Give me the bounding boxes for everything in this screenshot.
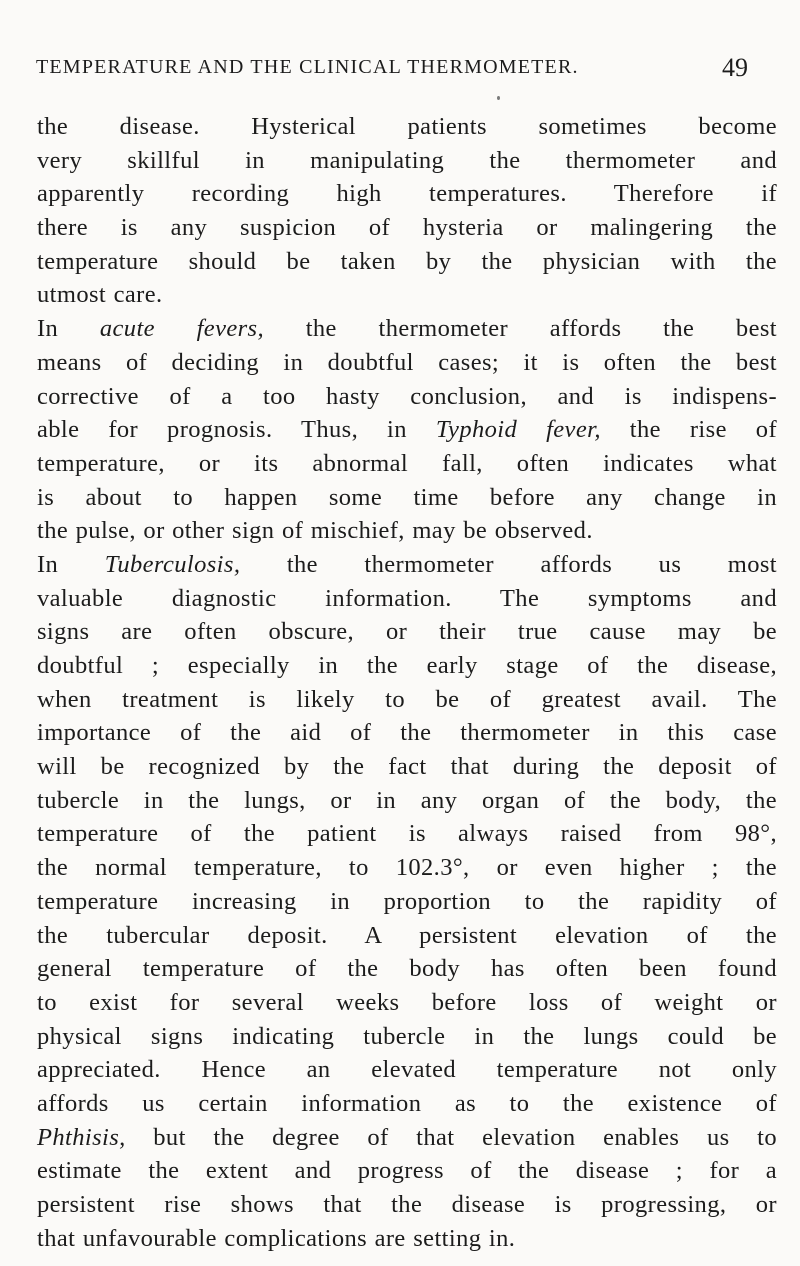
text-line: [37, 278, 777, 312]
text-line: [37, 548, 777, 582]
text-line: [37, 1053, 777, 1087]
text-line: [37, 211, 777, 245]
italic-term: Phthisis,: [37, 1123, 126, 1151]
text-line: [37, 952, 777, 986]
text-line: [37, 683, 777, 717]
body-text: [37, 110, 777, 1255]
text-run: In: [37, 550, 105, 578]
text-run: valuable diagnostic information. The symptoms and: [37, 584, 777, 612]
text-line: [37, 177, 777, 211]
text-run: will be recognized by the fact that during the deposit of: [37, 753, 777, 781]
italic-term: acute fevers,: [99, 315, 265, 343]
text-line: [37, 1087, 777, 1121]
text-run: general temperature of the body has often been found: [37, 955, 777, 983]
text-run: physical signs indicating tubercle in the lungs could be: [37, 1022, 777, 1050]
text-run: the pulse, or other sign of mischief, may be observed.: [37, 517, 593, 545]
text-run: doubtful ; especially in the early stage of the disease,: [37, 652, 777, 679]
text-run: the tubercular deposit. A persistent elevation of the: [37, 921, 777, 949]
text-line: [37, 110, 777, 144]
text-line: [37, 245, 777, 279]
text-line: [37, 1121, 777, 1155]
running-title: TEMPERATURE AND THE CLINICAL THERMOMETER.: [36, 56, 579, 78]
text-run: apparently recording high temperatures. Therefore if: [37, 180, 777, 208]
text-run: tubercle in the lungs, or in any organ of the body, the: [37, 786, 777, 814]
text-run: affords us certain information as to the existence of: [37, 1089, 777, 1117]
text-run: temperature increasing in proportion to the rapidity of: [37, 887, 777, 915]
text-run: estimate the extent and progress of the disease ; for a: [37, 1157, 777, 1185]
text-run: appreciated. Hence an elevated temperature not only: [37, 1056, 777, 1084]
text-run: importance of the aid of the thermometer in this case: [37, 719, 777, 747]
text-line: [37, 919, 777, 953]
text-line: [37, 851, 777, 885]
running-head: [0, 53, 800, 86]
text-run: is about to happen some time before any change in: [37, 483, 777, 511]
text-run: when treatment is likely to be of greatest avail. The: [37, 685, 777, 713]
text-run: the normal temperature, to 102.3°, or even higher ; the: [37, 854, 777, 882]
text-line: [37, 312, 777, 346]
text-run: to exist for several weeks before loss of weight or: [37, 988, 777, 1016]
text-line: [37, 716, 777, 750]
text-line: [37, 750, 777, 784]
text-run: temperature of the patient is always raised from 98°,: [37, 820, 777, 848]
text-run: corrective of a too hasty conclusion, and is indispens-: [37, 382, 777, 410]
text-run: able for prognosis. Thus, in: [37, 416, 436, 444]
text-line: [37, 380, 777, 414]
text-run: means of deciding in doubtful cases; it is often the best: [37, 348, 777, 376]
text-line: [37, 1222, 777, 1256]
text-line: [37, 514, 777, 548]
text-run: the disease. Hysterical patients sometimes become: [37, 113, 777, 140]
text-run: that unfavourable complications are setting in.: [37, 1224, 516, 1252]
page-number: 49: [722, 53, 748, 82]
text-line: [37, 784, 777, 818]
text-run: persistent rise shows that the disease is progressing, or: [37, 1191, 777, 1218]
italic-term: Tuberculosis,: [104, 550, 241, 578]
text-line: [37, 144, 777, 178]
text-line: [37, 1020, 777, 1054]
text-line: [37, 346, 777, 380]
text-line: [37, 986, 777, 1020]
text-line: [37, 817, 777, 851]
text-run: In: [37, 315, 100, 343]
text-line: [37, 649, 777, 683]
text-line: [37, 413, 777, 447]
text-run: very skillful in manipulating the thermometer and: [37, 146, 777, 174]
text-line: [37, 447, 777, 481]
text-line: [37, 1154, 777, 1188]
text-run: signs are often obscure, or their true cause may be: [37, 618, 777, 646]
text-line: [37, 615, 777, 649]
text-line: [37, 481, 777, 515]
text-run: temperature, or its abnormal fall, often indicates what: [37, 449, 777, 477]
text-run: but the degree of that elevation enables us to: [125, 1123, 777, 1151]
text-run: temperature should be taken by the physician with the: [37, 247, 777, 275]
italic-term: Typhoid fever,: [435, 416, 601, 444]
text-line: [37, 885, 777, 919]
print-speck: [497, 96, 500, 100]
text-run: the thermometer affords the best: [264, 315, 777, 343]
text-run: the thermometer affords us most: [240, 550, 777, 578]
text-run: utmost care.: [37, 281, 163, 309]
text-line: [37, 1188, 777, 1222]
text-line: [37, 582, 777, 616]
text-run: the rise of: [600, 416, 778, 444]
text-run: there is any suspicion of hysteria or malingering the: [37, 214, 777, 242]
